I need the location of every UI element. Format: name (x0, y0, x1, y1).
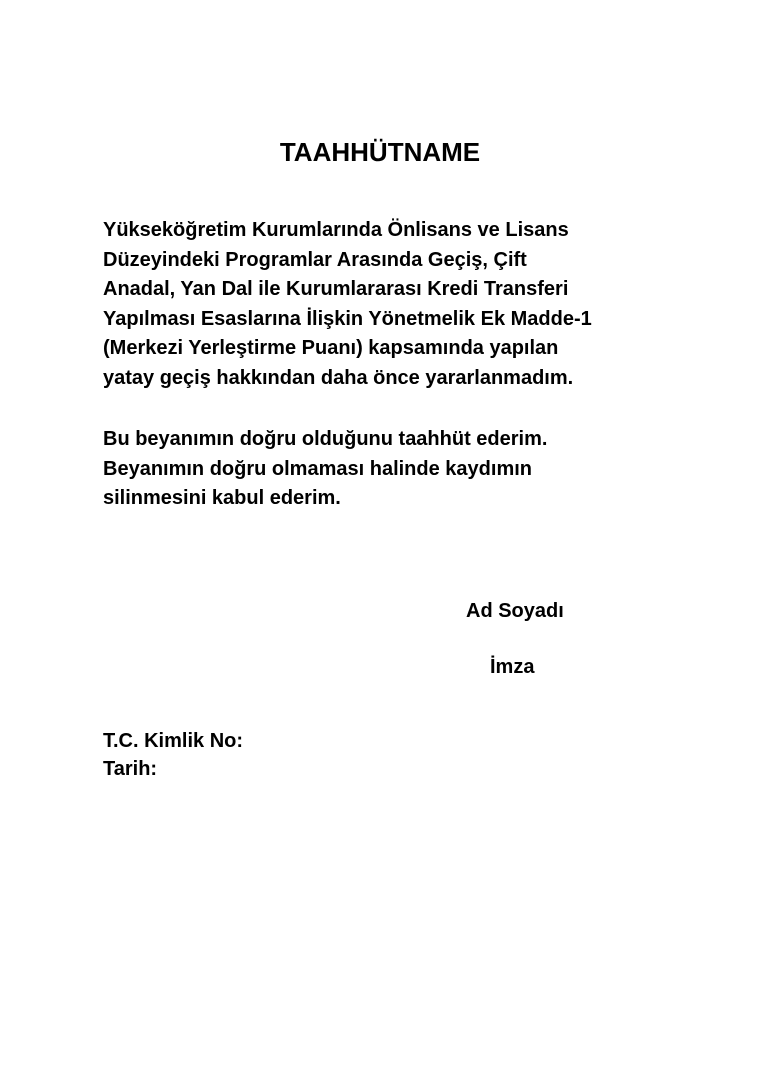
id-number-label: T.C. Kimlik No: (103, 730, 244, 752)
text-line: yatay geçiş hakkından daha önce yararlanmadım. (103, 366, 574, 389)
text-line: silinmesini kabul ederim. (103, 487, 341, 509)
text-line: Beyanımın doğru olmaması halinde kaydımın (103, 457, 532, 480)
text-line: Bu beyanımın doğru olduğunu taahhüt ederim. (103, 428, 548, 450)
text-line: Yapılması Esaslarına İlişkin Yönetmelik Ek Madde-1 (103, 307, 592, 330)
commitment-paragraph (103, 425, 683, 514)
date-label: Tarih: (103, 758, 158, 780)
signature-label: İmza (490, 656, 535, 678)
declaration-paragraph (103, 216, 683, 393)
document-title: TAAHHÜTNAME (279, 137, 481, 167)
footer-fields (103, 727, 243, 783)
text-line: (Merkezi Yerleştirme Puanı) kapsamında yapılan (103, 337, 559, 359)
text-line: Düzeyindeki Programlar Arasında Geçiş, Çift (103, 248, 527, 271)
text-line: Yükseköğretim Kurumlarında Önlisans ve Lisans (103, 219, 569, 241)
name-surname-label: Ad Soyadı (466, 600, 564, 622)
text-line: Anadal, Yan Dal ile Kurumlararası Kredi Transferi (103, 278, 569, 300)
